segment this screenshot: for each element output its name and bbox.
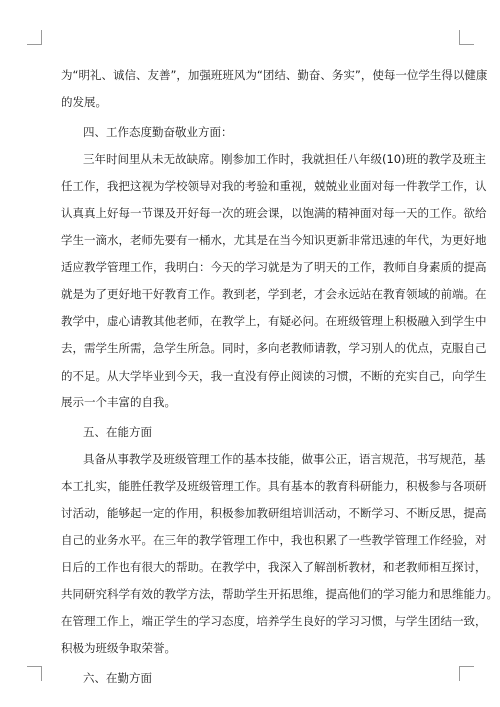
paragraph-line: 三年时间里从未无故缺席。刚参加工作时，我就担任八年级(10)班的教学及班主 (83, 152, 487, 166)
crop-mark-top-right (459, 30, 474, 45)
paragraph-line: 自己的业务水平。在三年的教学管理工作中，我也积累了一些教学管理工作经验，对 (61, 533, 487, 547)
paragraph-line: 去，需学生所需，急学生所急。同时，多向老教师请教，学习别人的优点，克服自己 (61, 341, 487, 355)
paragraph-line: 教学中，虚心请教其他老师，在教学上，有疑必问。在班级管理上积极融入到学生中 (61, 314, 487, 328)
paragraph-line: 为“明礼、诚信、友善”，加强班班风为“团结、勤奋、务实”，使每一位学生得以健康 (61, 68, 488, 82)
crop-mark-bottom-right (459, 666, 474, 681)
paragraph-line: 本工扎实，能胜任教学及班级管理工作。具有基本的教育科研能力，积极参与各项研 (61, 479, 487, 493)
paragraph-line: 积极为班级争取荣誉。 (61, 641, 176, 655)
section-heading: 六、在勤方面 (83, 671, 152, 685)
paragraph-line: 讨活动，能够起一定的作用，积极参加教研组培训活动，不断学习、不断反思，提高 (61, 506, 487, 520)
crop-mark-bottom-left (27, 666, 42, 681)
paragraph-line: 的不足。从大学毕业到今天，我一直没有停止阅读的习惯，不断的充实自己，向学生 (61, 369, 487, 383)
paragraph-line: 具备从事教学及班级管理工作的基本技能，做事公正，语言规范，书写规范，基 (83, 452, 486, 466)
paragraph-line: 的发展。 (61, 95, 107, 109)
paragraph-line: 共同研究科学有效的教学方法，帮助学生开拓思维，提高他们的学习能力和思维能力。 (61, 587, 498, 601)
paragraph-line: 认真真上好每一节课及开好每一次的班会课，以饱满的精神面对每一天的工作。欲给 (61, 206, 487, 220)
paragraph-line: 在管理工作上，端正学生的学习态度，培养学生良好的学习习惯，与学生团结一致， (61, 614, 487, 628)
crop-mark-top-left (27, 30, 42, 45)
paragraph-line: 适应教学管理工作，我明白：今天的学习就是为了明天的工作，教师自身素质的提高 (61, 260, 487, 274)
section-heading: 四、工作态度勤奋敬业方面： (83, 125, 233, 139)
paragraph-line: 任工作，我把这视为学校领导对我的考验和重视，兢兢业业面对每一件教学工作，认 (61, 179, 487, 193)
paragraph-line: 学生一滴水，老师先要有一桶水，尤其是在当今知识更新非常迅速的年代，为更好地 (61, 233, 487, 247)
section-heading: 五、在能方面 (83, 425, 152, 439)
paragraph-line: 就是为了更好地干好教育工作。教到老，学到老，才会永远站在教育领域的前端。在 (61, 287, 487, 301)
paragraph-line: 日后的工作也有很大的帮助。在教学中，我深入了解剖析教材，和老教师相互探讨， (61, 560, 487, 574)
paragraph-line: 展示一个丰富的自我。 (61, 395, 176, 409)
